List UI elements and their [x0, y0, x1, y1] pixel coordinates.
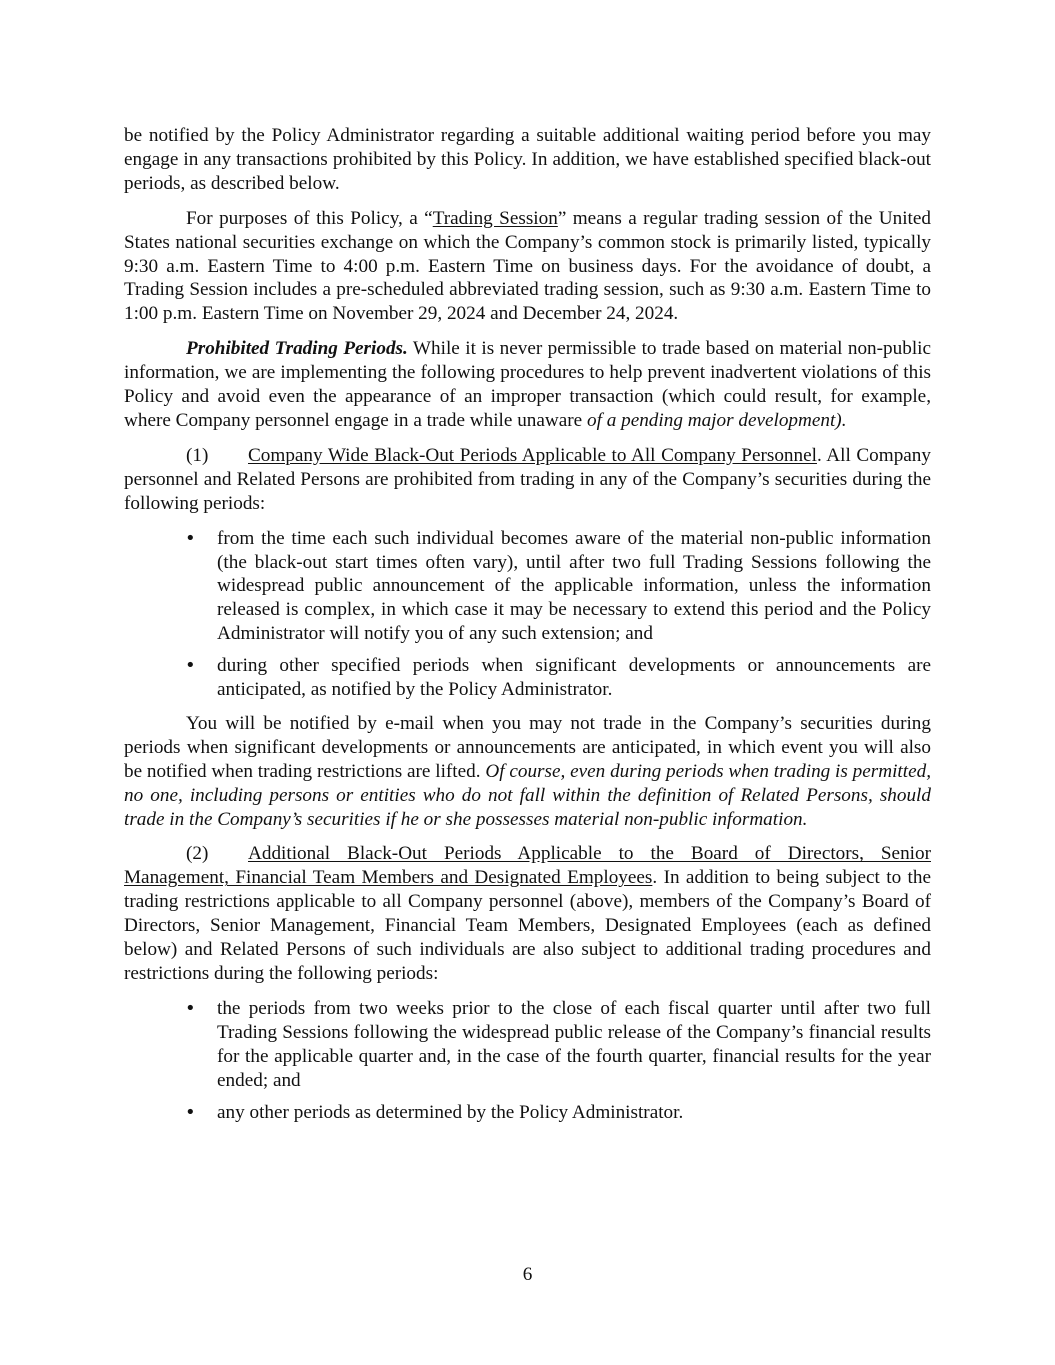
- text-span: While it is never permissible to trade based on material non-public information, we are implementing the following procedures to help prevent inadvertent violations of this Policy and avoid even the appearance of an improper transaction (which could result, for example, where Company personnel engage in a trade while unaware: [124, 338, 931, 431]
- list-item: • the periods from two weeks prior to the close of each fiscal quarter until after two full Trading Sessions following the widespread public release of the Company’s financial results for the applicable quarter and, in the case of the fourth quarter, financial results for the year ended; and: [124, 997, 931, 1093]
- text-span: . In addition to being subject to the trading restrictions applicable to all Company personnel (above), members of the Company’s Board of Directors, Senior Management, Financial Team Members, Designated Employees (each as defined below) and Related Persons of such individuals are also subject to additional trading procedures and restrictions during the following periods:: [124, 867, 931, 984]
- italic-span: Of course, even during periods when trading is permitted, no one, including persons or entities who do not fall within the definition of Related Persons, should trade in the Company’s securities if he or she possesses material non-public information.: [124, 760, 932, 830]
- bullet-list-additional: [124, 997, 931, 1125]
- text-span: . All Company personnel and Related Persons are prohibited from trading in any of the Company’s securities during the following periods:: [124, 444, 931, 514]
- item-number: (2): [186, 843, 209, 865]
- text-span: ” means a regular trading session of the United States national securities exchange on which the Company’s common stock is primarily listed, typically 9:30 a.m. Eastern Time to 4:00 p.m. Eastern Time on business days. For the avoidance of doubt, a Trading Session includes a pre-scheduled abbreviated trading session, such as 9:30 a.m. Eastern Time to 1:00 p.m. Eastern Time on November 29, 2024 and December 24, 2024.: [124, 207, 931, 325]
- paragraph-prohibited-trading-periods: [124, 337, 931, 433]
- italic-span: of a pending major development).: [586, 409, 847, 431]
- item-number: (1): [186, 444, 209, 466]
- section-heading: Prohibited Trading Periods.: [186, 338, 408, 360]
- paragraph-email-notification: [124, 712, 931, 832]
- subsection-title: Company Wide Black-Out Periods Applicable to All Company Personnel: [248, 444, 817, 466]
- bullet-list-company-wide: [124, 527, 931, 702]
- list-item: • from the time each such individual becomes aware of the material non-public information (the black-out start times often vary), until after two full Trading Sessions following the widespread public announcement of the applicable information, unless the information released is complex, in which case it may be necessary to extend this period and the Policy Administrator will notify you of any such extension; and: [124, 527, 931, 647]
- defined-term-trading-session: Trading Session: [432, 207, 558, 229]
- text-span: For purposes of this Policy, a “: [186, 207, 433, 229]
- paragraph-trading-session-definition: [124, 207, 931, 327]
- list-item: • during other specified periods when significant developments or announcements are anticipated, as notified by the Policy Administrator.: [124, 654, 931, 702]
- paragraph-company-wide-blackout: [124, 444, 931, 516]
- list-item: • any other periods as determined by the Policy Administrator.: [124, 1101, 931, 1125]
- subsection-title: Additional Black-Out Periods Applicable to the Board of Directors, Senior Management, Financial Team Members and Designated Employees: [124, 843, 931, 889]
- paragraph-waiting-period: be notified by the Policy Administrator regarding a suitable additional waiting period before you may engage in any transactions prohibited by this Policy. In addition, we have established specified black-out periods, as described below.: [124, 125, 931, 194]
- paragraph-additional-blackout: [124, 842, 931, 985]
- text-span: You will be notified by e-mail when you may not trade in the Company’s securities during periods when significant developments or announcements are anticipated, in which event you will also be notified when trading restrictions are lifted.: [124, 712, 931, 782]
- page-number: 6: [522, 1264, 533, 1285]
- document-page: [124, 124, 931, 1134]
